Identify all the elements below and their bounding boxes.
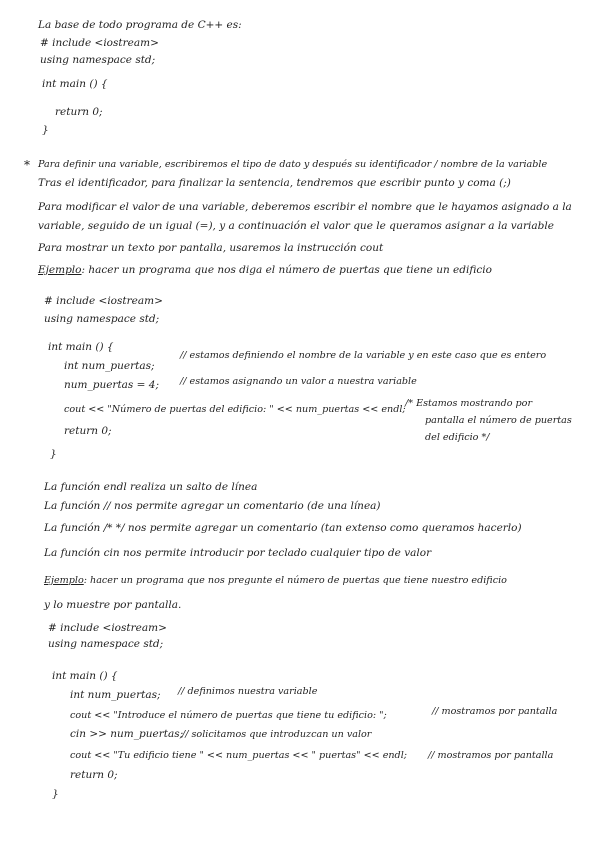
code-line: using namespace std; (48, 638, 164, 650)
code-comment: pantalla el número de puertas (425, 415, 572, 426)
example-label: Ejemplo (38, 264, 82, 276)
code-comment: // mostramos por pantalla (428, 750, 554, 761)
code-line: int main () { (42, 78, 108, 90)
code-line: cout << "Introduce el número de puertas que tiene tu edificio: "; (70, 710, 387, 721)
example-text: : hacer un programa que nos pregunte el número de puertas que tiene nuestro edificio (83, 575, 507, 586)
code-line: return 0; (55, 106, 103, 118)
function-text: La función // nos permite agregar un comentario (de una línea) (44, 500, 381, 512)
code-line: } (52, 788, 59, 800)
example-label: Ejemplo (44, 575, 84, 586)
rule-text: Para definir una variable, escribiremos el tipo de dato y después su identificador / nombre de la variable (38, 159, 548, 170)
bullet-asterisk: * (24, 158, 30, 172)
code-line: return 0; (70, 769, 118, 781)
code-line: cout << "Número de puertas del edificio: " << num_puertas << endl; (64, 404, 406, 415)
code-comment: // solicitamos que introduzcan un valor (182, 729, 372, 740)
code-line: int main () { (48, 341, 114, 353)
code-line: cout << "Tu edificio tiene " << num_puertas << " puertas" << endl; (70, 750, 407, 761)
rule-text: variable, seguido de un igual (=), y a continuación el valor que le queramos asignar a la variable (38, 220, 554, 232)
example-text: : hacer un programa que nos diga el número de puertas que tiene un edificio (81, 264, 492, 276)
rule-text: Para modificar el valor de una variable, deberemos escribir el nombre que le hayamos asignado a la (38, 201, 572, 213)
function-text: La función endl realiza un salto de línea (44, 481, 258, 493)
code-comment: // mostramos por pantalla (432, 706, 558, 717)
code-line: using namespace std; (44, 313, 160, 325)
example-2-heading (44, 574, 507, 587)
example-text-continued: y lo muestre por pantalla. (44, 599, 182, 611)
code-line: return 0; (64, 425, 112, 437)
example-1-heading (38, 264, 492, 277)
code-comment: // estamos asignando un valor a nuestra variable (180, 376, 417, 387)
function-text: La función /* */ nos permite agregar un comentario (tan extenso como queramos hacerlo) (44, 522, 522, 534)
code-line: int num_puertas; (64, 360, 155, 372)
code-line: int num_puertas; (70, 689, 161, 701)
code-line: # include <iostream> (48, 622, 167, 634)
intro-heading: La base de todo programa de C++ es: (38, 19, 242, 31)
code-line: num_puertas = 4; (64, 379, 160, 391)
code-line: using namespace std; (40, 54, 156, 66)
code-line: # include <iostream> (44, 295, 163, 307)
code-comment: // definimos nuestra variable (178, 686, 318, 697)
code-comment: /* Estamos mostrando por (405, 398, 533, 409)
rule-text: Para mostrar un texto por pantalla, usaremos la instrucción cout (38, 242, 384, 254)
code-comment: // estamos definiendo el nombre de la variable y en este caso que es entero (180, 350, 547, 361)
code-line: int main () { (52, 670, 118, 682)
code-line: cin >> num_puertas; (70, 728, 184, 740)
function-text: La función cin nos permite introducir por teclado cualquier tipo de valor (44, 547, 432, 559)
code-line: # include <iostream> (40, 37, 159, 49)
rule-text: Tras el identificador, para finalizar la sentencia, tendremos que escribir punto y coma (;) (38, 177, 511, 189)
code-line: } (42, 124, 49, 136)
code-comment: del edificio */ (425, 432, 490, 443)
code-line: } (50, 448, 57, 460)
